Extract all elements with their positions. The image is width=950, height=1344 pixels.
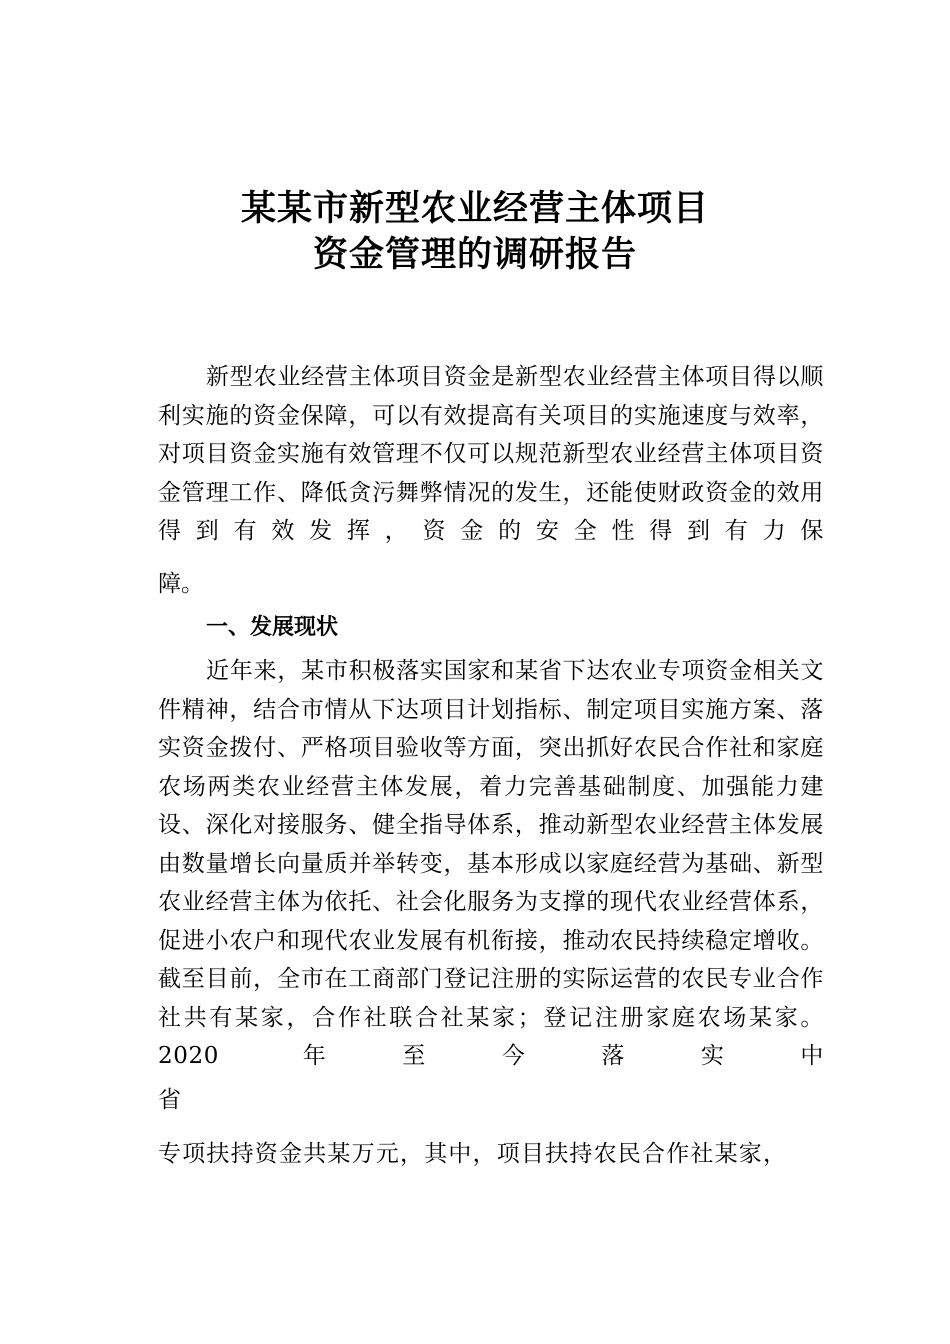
continuation-paragraph: 专项扶持资金共某万元，其中，项目扶持农民合作社某家， <box>158 1141 788 1167</box>
section1-paragraph: 近年来，某市积极落实国家和某省下达农业专项资金相关文件精神，结合市情从下达项目计划指标、制定项目实施方案、落实资金拨付、严格项目验收等方面，突出抓好农民合作社和家庭农场两类农业经营主体发展，着力完善基础制度、加强能力建设、深化对接服务、健全指导体系，推动新型农业经营主体发展由数量增长向量质并举转变，基本形成以家庭经营为基础、新型农业经营主体为依托、社会化服务为支撑的现代农业经营体系，促进小农户和现代农业发展有机衔接，推动农民持续稳定增收。截至目前，全市在工商部门登记注册的实际运营的农民专业合作社共有某家，合作社联合社某家；登记注册家庭农场某家。2020 年至今落实中 <box>158 658 824 1069</box>
section1-paragraph-tail: 省 <box>158 1087 181 1113</box>
intro-paragraph-tail: 障。 <box>158 571 204 597</box>
section-heading-development-status: 一、发展现状 <box>206 615 339 640</box>
intro-paragraph: 新型农业经营主体项目资金是新型农业经营主体项目得以顺利实施的资金保障，可以有效提高有关项目的实施速度与效率，对项目资金实施有效管理不仅可以规范新型农业经营主体项目资金管理工作、降低贪污舞弊情况的发生，还能使财政资金的效用得到有效发挥，资金的安全性得到有力保 <box>158 364 824 544</box>
document-title-line-2: 资金管理的调研报告 <box>312 234 637 275</box>
document-title-line-1: 某某市新型农业经营主体项目 <box>240 188 709 229</box>
